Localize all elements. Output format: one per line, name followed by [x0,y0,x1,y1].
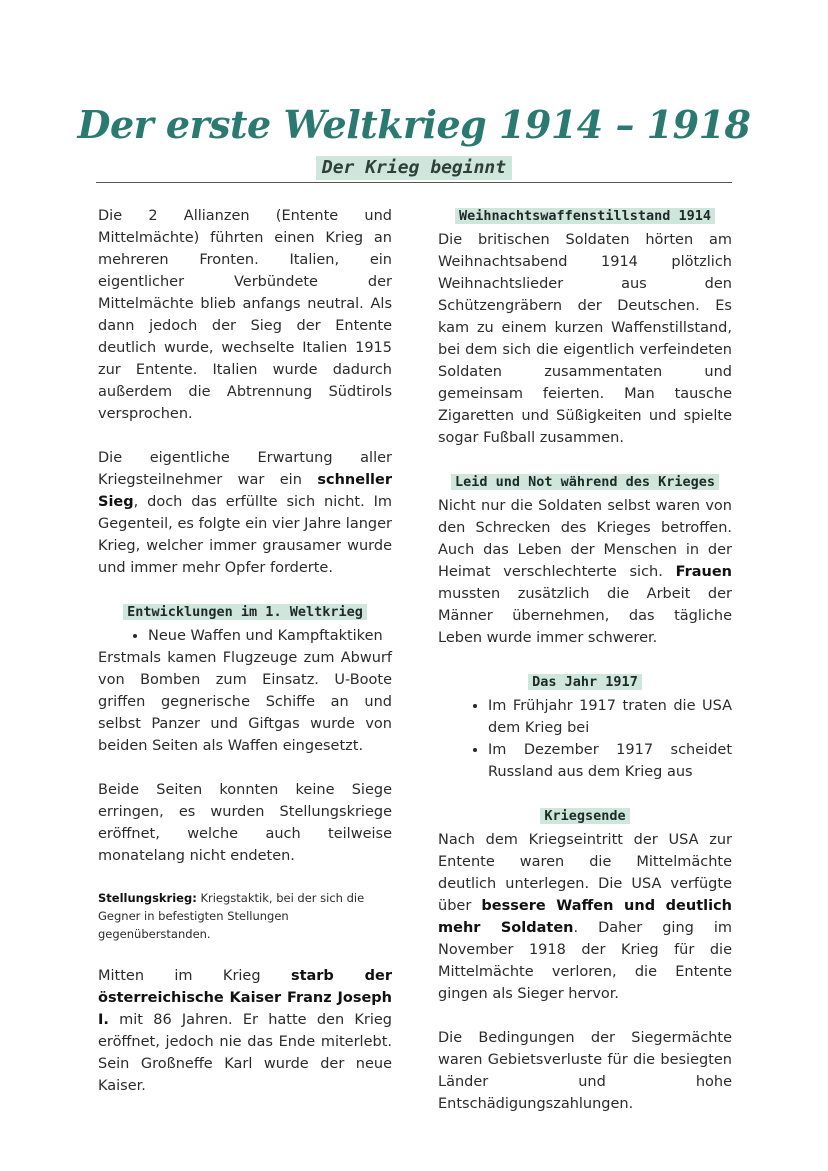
definition-stellungskrieg: Stellungskrieg: Kriegstaktik, bei der sich die Gegner in befestigten Stellungen gegenüberstanden. [98,891,365,941]
list-item: • Im Dezember 1917 scheidet Russland aus dem Krieg aus [488,739,732,783]
paragraph-kaiser: Mitten im Krieg starb der österreichische Kaiser Franz Joseph I. mit 86 Jahren. Er hatte den Krieg eröffnet, jedoch nie das Ende miterlebt. Sein Großneffe Karl wurde der neue Kaiser. [98,968,392,1094]
subtitle: Der Krieg beginnt [316,156,512,180]
left-column [98,205,392,1097]
subtitle-container [0,156,828,180]
paragraph-kriegsende: Nach dem Kriegseintritt der USA zur Entente waren die Mittelmächte deutlich unterlegen. Die USA verfügte über bessere Waffen und deutlich mehr Soldaten. Daher ging im November 1918 der Krieg für die Mittelmächte verloren, die Entente gingen als Sieger hervor. [438,832,732,1002]
heading-jahr-1917: Das Jahr 1917 [438,671,732,693]
emphasis-kaiser: starb der österreichische Kaiser Franz Joseph I. [98,968,392,1028]
paragraph-waffen: Erstmals kamen Flugzeuge zum Abwurf von Bomben zum Einsatz. U-Boote griffen gegnerische Schiffe an und selbst Panzer und Giftgas wurde von beiden Seiten als Waffen eingesetzt. [98,650,392,754]
title-divider [96,182,732,183]
heading-leid-und-not: Leid und Not während des Krieges [438,471,732,493]
paragraph-erwartung: Die eigentliche Erwartung aller Kriegsteilnehmer war ein schneller Sieg, doch das erfüllte sich nicht. Im Gegenteil, es folgte ein vier Jahre langer Krieg, welcher immer grausamer wurde und immer mehr Opfer forderte. [98,450,392,576]
emphasis-frauen: Frauen [675,564,732,580]
list-1917 [438,695,732,783]
list-entwicklungen [98,625,392,647]
right-column [438,205,732,1115]
paragraph-bedingungen: Die Bedingungen der Siegermächte waren Gebietsverluste für die besiegten Länder und hohe Entschädigungszahlungen. [438,1030,732,1112]
paragraph-allianzen: Die 2 Allianzen (Entente und Mittelmächte) führten einen Krieg an mehreren Fronten. Italien, ein eigentlicher Verbündete der Mittelmächte blieb anfangs neutral. Als dann jedoch der Sieg der Entente deutlich wurde, wechselte Italien 1915 zur Entente. Italien wurde dadurch außerdem die Abtrennung Südtirols versprochen. [98,208,392,422]
definition-term: Stellungskrieg: [98,891,197,905]
heading-entwicklungen: Entwicklungen im 1. Weltkrieg [98,601,392,623]
list-item: • Im Frühjahr 1917 traten die USA dem Krieg bei [488,695,732,739]
emphasis-waffen-soldaten: bessere Waffen und deutlich mehr Soldaten [438,898,732,936]
list-item: • Neue Waffen und Kampftaktiken [148,625,392,647]
emphasis-schneller-sieg: schneller Sieg [98,472,392,510]
heading-weihnachtswaffenstillstand: Weihnachtswaffenstillstand 1914 [438,205,732,227]
paragraph-leid: Nicht nur die Soldaten selbst waren von den Schrecken des Krieges betroffen. Auch das Leben der Menschen in der Heimat verschlechterte sich. Frauen mussten zusätzlich die Arbeit der Männer übernehmen, das tägliche Leben wurde immer schwerer. [438,498,732,646]
paragraph-weihnacht: Die britischen Soldaten hörten am Weihnachtsabend 1914 plötzlich Weihnachtslieder aus den Schützengräbern der Deutschen. Es kam zu einem kurzen Waffenstillstand, bei dem sich die eigentlich verfeindeten Soldaten zusammentaten und gemeinsam feierten. Man tausche Zigaretten und Süßigkeiten und spielte sogar Fußball zusammen. [438,232,732,446]
heading-kriegsende: Kriegsende [438,805,732,827]
paragraph-stellungskriege: Beide Seiten konnten keine Siege erringen, es wurden Stellungskriege eröffnet, welche auch teilweise monatelang nicht endeten. [98,782,392,864]
page-title: Der erste Weltkrieg 1914 – 1918 [77,102,751,147]
